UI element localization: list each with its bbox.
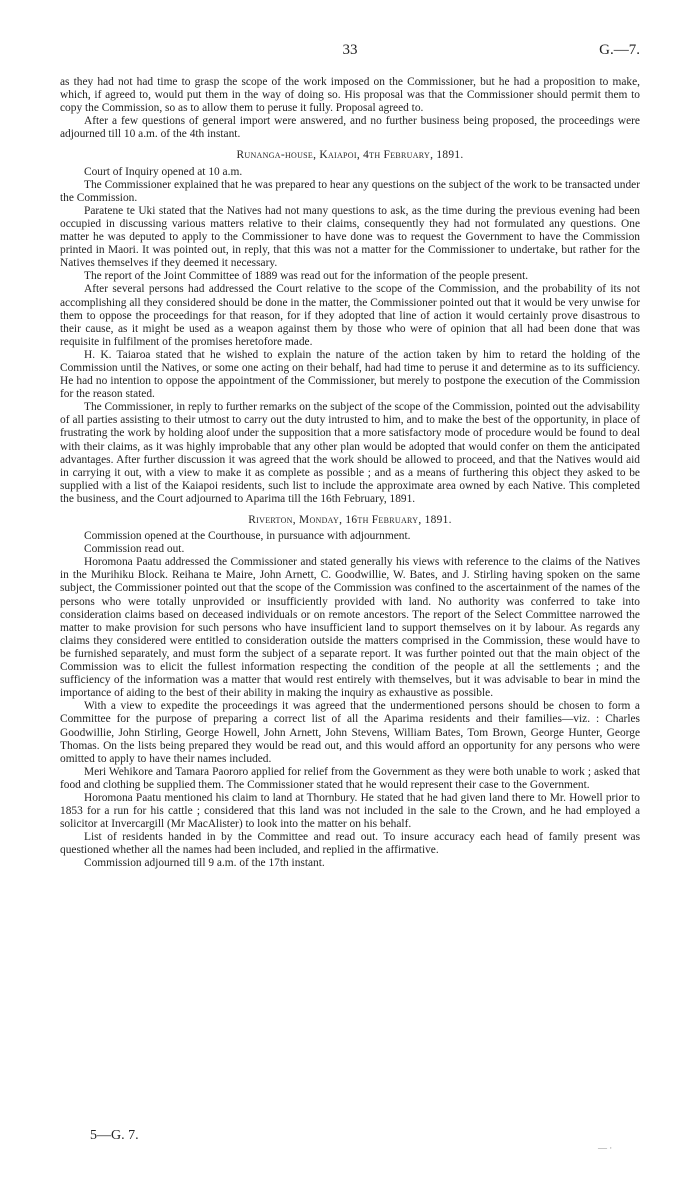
paragraph: After several persons had addressed the Court relative to the scope of the Commission, and the probability of its not accomplishing all they considered should be done in the matter, the Commissioner pointed out that it would be very unwise for them to oppose the proceedings for that reason, for if they adopted that line of action it would certainly prove disastrous to their cause, as it might be used as a weapon against them by those who were of opinion that all had been done that was requisite in fulfilment of the promises heretofore made. [60, 283, 640, 348]
intro-paragraph: as they had not had time to grasp the scope of the work imposed on the Commissioner, but he had a proposition to make, which, if agreed to, would put them in the way of doing so. His proposal was that the Commissioner should permit them to copy the Commission, so as to allow them to peruse it fully. Proposal agreed to. [60, 76, 640, 115]
paragraph: The report of the Joint Committee of 1889 was read out for the information of the people present. [84, 270, 529, 283]
paragraph: The Commissioner, in reply to further remarks on the subject of the scope of the Commission, pointed out the advisability of all parties assisting to their utmost to carry out the duty intrusted to him, and to make the best of the opportunity, in place of frustrating the work by holding aloof under the supposition that a more satisfactory mode of procedure would be found to deal with their claims, as it was highly improbable that any other plan would be adopted that would confer on them the anticipated advantages. After further discussion it was agreed that the work should be allowed to proceed, and that the Natives would aid in carrying it out, with a view to make it as complete as possible ; and as a means of furthering this object they asked to be supplied with a list of the Kaiapoi residents, such list to include the approximate area owned by each Native. This completed the business, and the Court adjourned to Aparima till the 16th February, 1891. [60, 401, 640, 505]
paragraph: Horomona Paatu addressed the Commissioner and stated generally his views with reference to the claims of the Natives in the Murihiku Block. Reihana te Maire, John Arnett, C. Goodwillie, W. Bates, and J. Stirling having spoken on the same subject, the Commissioner pointed out that the scope of the Commission was confined to the ascertainment of the names of the persons who were totally unprovided or insufficiently provided with land. No authority was conferred to take into consideration claims based on deceased individuals or on remote ancestors. The report of the Select Committee narrowed the matter to make provision for such persons who have insufficient land to support themselves on it by labour. As regards any claims they considered were entitled to consideration outside the matters comprised in the Commission, these would have to be furnished separately, and must form the subject of a separate report. It was further pointed out that the main object of the Commission was to elicit the fullest information respecting the condition of the people at all the settlements ; and the sufficiency of the information was a matter that would rest entirely with themselves, but it was advisable to bear in mind the importance of aiding to the best of their ability in making the inquiry as exhaustive as possible. [60, 556, 640, 700]
paragraph: Court of Inquiry opened at 10 a.m. [84, 165, 243, 178]
page-number: 33 [342, 42, 358, 58]
paragraph: H. K. Taiaroa stated that he wished to explain the nature of the action taken by him to retard the holding of the Commission until the Natives, or some one acting on their behalf, had had time to peruse it and determine as to its sufficiency. He had no intention to oppose the appointment of the Commissioner, but merely to postpone the execution of the Commission for the reason stated. [60, 348, 640, 401]
page-header [60, 42, 640, 62]
paragraph: Horomona Paatu mentioned his claim to land at Thornbury. He stated that he had given land there to Mr. Howell prior to 1853 for a run for his cattle ; considered that this land was not included in the sale to the Crown, and he had employed a solicitor at Invercargill (Mr MacAlister) to look into the matter on his behalf. [60, 791, 640, 831]
paragraph: Meri Wehikore and Tamara Paororo applied for relief from the Government as they were both unable to work ; asked that food and clothing be supplied them. The Commissioner stated that he would represent their case to the Government. [60, 765, 640, 791]
scan-mark: — · [598, 1143, 613, 1153]
paragraph: Commission adjourned till 9 a.m. of the 17th instant. [84, 857, 325, 870]
paragraph: With a view to expedite the proceedings it was agreed that the undermentioned persons should be chosen to form a Committee for the purpose of preparing a correct list of all the Aparima residents and their families—viz. : Charles Goodwillie, John Stirling, George Howell, John Arnett, John Stevens, William Bates, Tom Brown, George Hunter, George Thomas. On the lists being prepared they would be read out, and this would afford an opportunity for any persons who were omitted to apply to have their names included. [60, 700, 640, 765]
paragraph: Paratene te Uki stated that the Natives had not many questions to ask, as the time during the previous evening had been occupied in discussing various matters relative to their claims, consequently they had not formulated any questions. One matter he was deputed to apply to the Commissioner to have done was to request the Government to have the Commission printed in Maori. It was pointed out, in reply, that this was not a matter for the Commissioner to undertake, but rather for the Natives themselves if they deemed it necessary. [60, 204, 640, 270]
section-heading-kaiapoi: Runanga-house, Kaiapoi, 4th February, 1891. [236, 149, 464, 162]
paragraph: List of residents handed in by the Committee and read out. To insure accuracy each head of family present was questioned whether all the names had been included, and replied in the affirmative. [60, 831, 640, 857]
section-heading-riverton: Riverton, Monday, 16th February, 1891. [248, 514, 452, 526]
printer-signature: 5—G. 7. [90, 1128, 139, 1143]
document-body [60, 76, 640, 871]
paragraph: Commission opened at the Courthouse, in pursuance with adjournment. [84, 530, 411, 543]
paragraph: The Commissioner explained that he was prepared to hear any questions on the subject of the work to be transacted under the Commission. [60, 178, 640, 204]
paper-reference: G.—7. [599, 42, 640, 58]
paragraph: Commission read out. [84, 543, 185, 556]
intro-paragraph: After a few questions of general import were answered, and no further business being proposed, the proceedings were adjourned till 10 a.m. of the 4th instant. [60, 115, 640, 141]
